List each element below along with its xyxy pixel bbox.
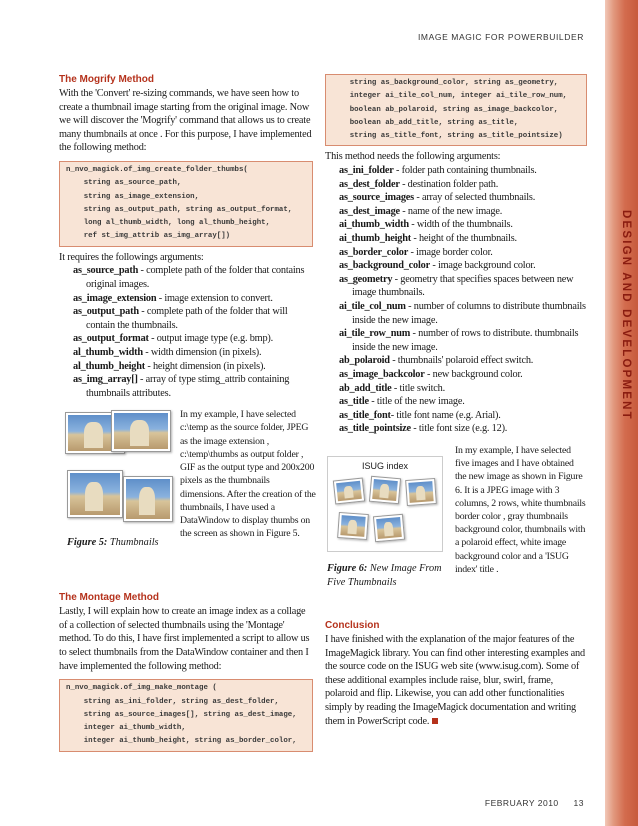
argument-desc: - height of the thumbnails. [410,233,517,245]
sidebar-band [605,0,638,826]
argument-desc: - name of the new image. [399,205,503,217]
argument-name: ai_thumb_height [339,233,411,245]
footer-date: FEBRUARY 2010 [484,798,559,808]
code-line: string as_source_path, [66,179,182,188]
mogrify-args-list [59,264,313,400]
montage-code-block-left [59,679,313,751]
argument-desc: - new background color. [424,368,523,380]
code-line: string as_output_path, string as_output_format, [66,205,293,214]
argument-name: as_source_images [339,192,414,204]
argument-name: as_title [339,396,369,408]
argument-desc: - number of rows to distribute. thumbnails inside the new image. [352,328,579,353]
argument-desc: - image extension to convert. [156,292,273,304]
argument-desc: - thumbnails' polaroid effect switch. [389,355,534,367]
argument-item [325,246,587,260]
left-column [59,74,316,752]
mogrify-code-block [59,161,313,247]
argument-name: as_image_backcolor [339,368,425,380]
argument-item [325,300,587,327]
argument-item [59,292,313,306]
argument-item [325,164,587,178]
page-number: 13 [573,798,584,808]
code-line: integer ai_tile_col_num, integer ai_tile_row_num, [332,92,568,101]
mogrify-intro: With the 'Convert' re-sizing commands, we have seen how to create a thumbnail image starting from the original image. Now we will discover the 'Mogrify' command that allows us to create many thumbnails at once . For this purpose, I have implemented the following method: [59,88,312,154]
argument-name: as_output_path [73,306,139,318]
argument-desc: - array of type stimg_attrib containing thumbnails attributes. [86,374,290,399]
figure-6-area [325,444,587,614]
thumbnail-image [405,478,437,506]
montage-args-list [325,164,587,436]
argument-item [59,360,313,374]
thumbnail-image [67,470,123,518]
argument-desc: - destination folder path. [399,178,499,190]
argument-desc: - width dimension (in pixels). [142,346,262,358]
argument-item [325,422,587,436]
montage-args-intro: This method needs the following arguments: [325,151,501,163]
argument-name: as_dest_folder [339,178,400,190]
argument-item [325,232,587,246]
argument-desc: - output image type (e.g. bmp). [148,333,274,345]
argument-name: ai_tile_row_num [339,328,411,340]
argument-desc: - complete path of the folder that contains original images. [86,265,305,290]
argument-desc: - title of the new image. [368,396,465,408]
thumbnail-image [373,514,405,543]
argument-name: as_border_color [339,246,409,258]
argument-desc: - geometry that specifies spaces between new image thumbnails. [352,273,574,299]
code-line: long al_thumb_width, long al_thumb_height, [66,219,271,228]
page-footer [473,798,584,808]
code-line: integer ai_thumb_width, [66,724,186,733]
mogrify-args-intro: It requires the followings arguments: [59,251,204,263]
argument-item [325,178,587,192]
argument-name: ai_tile_col_num [339,301,406,313]
code-line: boolean ab_add_title, string as_title, [332,118,519,127]
argument-desc: - array of selected thumbnails. [413,192,536,204]
argument-item [325,395,587,409]
code-line: string as_title_font, string as_title_pointsize) [332,132,563,141]
argument-name: al_thumb_height [73,360,145,372]
argument-name: as_source_path [73,265,139,277]
code-line: string as_image_extension, [66,192,200,201]
thumbnail-image [369,476,401,505]
argument-item [325,205,587,219]
montage-code-block-right [325,74,587,146]
code-line: n_nvo_magick.of_img_make_montage ( [66,684,217,693]
argument-desc: - folder path containing thumbnails. [393,165,537,177]
code-line: boolean ab_polaroid, string as_image_backcolor, [332,105,559,114]
conclusion-heading: Conclusion [325,619,380,631]
argument-item [325,327,587,354]
argument-item [325,354,587,368]
code-line: string as_ini_folder, string as_dest_folder, [66,697,279,706]
argument-name: as_dest_image [339,205,400,217]
argument-item [59,305,313,332]
mogrify-heading: The Mogrify Method [59,74,154,85]
argument-name: as_ini_folder [339,165,394,177]
code-line: string as_background_color, string as_geometry, [332,79,559,87]
argument-desc: - image border color. [408,246,493,258]
argument-name: as_img_array[] [73,374,138,386]
argument-item [59,264,313,291]
figure-6-caption: Figure 6: New Image From Five Thumbnails [327,562,442,588]
argument-name: as_image_extension [73,292,157,304]
argument-name: ab_polaroid [339,355,390,367]
argument-name: as_title_pointsize [339,423,411,435]
thumbnail-image [111,410,171,452]
thumbnail-image [333,477,365,504]
argument-desc: - image background color. [429,260,536,272]
thumbnail-image [337,512,369,540]
argument-name: al_thumb_width [73,346,143,358]
code-line: n_nvo_magick.of_img_create_folder_thumbs( [66,165,248,174]
section-label: DESIGN AND DEVELOPMENT [620,210,632,421]
figure-5-caption: Figure 5: Thumbnails [67,537,159,549]
montage-heading: The Montage Method [59,592,159,604]
conclusion-text: I have finished with the explanation of the major features of the ImageMagick library. You can find other interesting examples and the source code on the ISUG web site (www.isug.com). Some of these additional examples include raise, blur, swirl, frame, polaroid and flip. Likewise, you can add other functionalities simply by reading the ImageMagick documentation and writing them in PowerScript code. [325,633,585,727]
figure-5-area [59,408,316,586]
end-mark [432,718,438,724]
argument-desc: - title font name (e.g. Arial). [390,409,501,421]
isug-index-title: ISUG index [361,460,409,471]
isug-index-image [327,456,443,552]
argument-item [325,259,587,273]
code-line: ref st_img_attrib as_img_array[]) [66,232,231,241]
montage-intro: Lastly, I will explain how to create an image index as a collage of a collection of selected thumbnails using the 'Montage' method. To do this, I have first implemented a script to allow us to select thumbnails from the DataWindow container and then I have implemented the following method: [59,606,310,672]
thumbnail-image [123,476,173,522]
argument-name: ab_add_title [339,382,392,394]
right-column [325,74,587,728]
argument-name: as_output_format [73,333,149,345]
argument-desc: - title switch. [391,382,445,394]
argument-item [59,346,313,360]
argument-item [325,218,587,232]
argument-item [325,273,587,300]
argument-name: as_geometry [339,273,393,285]
code-line: integer ai_thumb_height, string as_border_color, [66,737,297,746]
argument-item [325,191,587,205]
argument-name: ai_thumb_width [339,219,409,231]
argument-name: as_title_font [339,409,391,421]
argument-item [325,409,587,423]
argument-item [59,373,313,400]
argument-desc: - title font size (e.g. 12). [410,423,508,435]
argument-name: as_background_color [339,260,430,272]
figure-6-description: In my example, I have selected five images and I have obtained the new image as shown in Figure 6. It is a JPEG image with 3 columns, 2 rows, white thumbnails border color , gray thumbnails background color, thumbnails with a polaroid effect, white image background color and a 'ISUG index' title . [455,444,586,575]
argument-desc: - number of columns to distribute thumbnails inside the new image. [352,301,586,326]
running-header: IMAGE MAGIC FOR POWERBUILDER [417,32,584,42]
argument-item [325,382,587,396]
argument-desc: - height dimension (in pixels). [144,360,266,372]
argument-desc: - width of the thumbnails. [408,219,513,231]
argument-item [59,332,313,346]
argument-desc: - complete path of the folder that will contain the thumbnails. [86,306,288,331]
code-line: string as_source_images[], string as_dest_image, [66,710,297,719]
argument-item [325,368,587,382]
figure-5-description: In my example, I have selected c:\temp as the source folder, JPEG as the image extension , c:\temp\thumbs as output folder , GIF as the output type and 200x200 pixels as the thumbnails dimensions. After the creation of the thumbnails, I have used a DataWindow to display thumbs on the screen as shown in Figure 5. [180,409,316,540]
